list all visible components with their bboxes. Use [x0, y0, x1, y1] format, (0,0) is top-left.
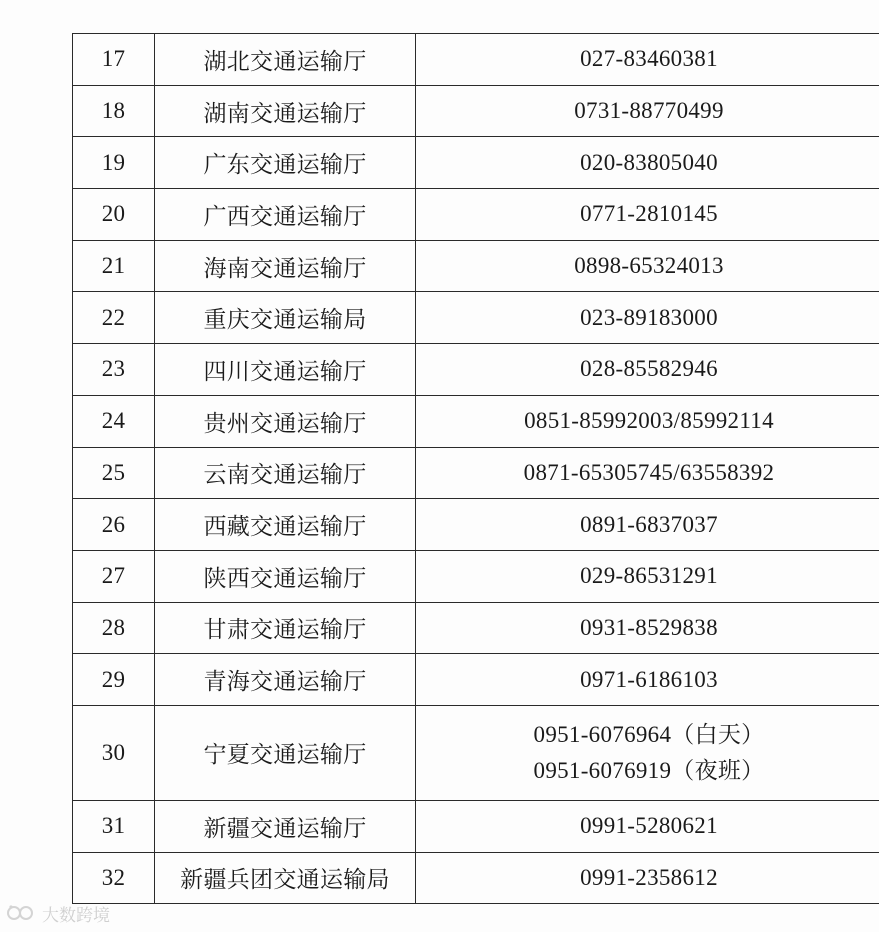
agency-name: 四川交通运输厅 [155, 344, 416, 396]
agency-name: 新疆兵团交通运输局 [155, 852, 416, 904]
agency-name: 新疆交通运输厅 [155, 800, 416, 852]
row-number: 17 [73, 34, 155, 86]
row-number: 30 [73, 705, 155, 800]
agency-name: 西藏交通运输厅 [155, 499, 416, 551]
table-row [73, 395, 879, 447]
row-number: 24 [73, 395, 155, 447]
row-number: 19 [73, 137, 155, 189]
table-row [73, 189, 879, 241]
agency-name: 海南交通运输厅 [155, 240, 416, 292]
watermark [6, 900, 110, 926]
table-row [73, 292, 879, 344]
phone-cell [416, 292, 879, 344]
phone-number: 0991-2358612 [580, 864, 718, 890]
phone-number: 0871-65305745/63558392 [523, 459, 775, 485]
phone-number: 0851-85992003/85992114 [524, 408, 774, 434]
row-number: 26 [73, 499, 155, 551]
table-row [73, 499, 879, 551]
phone-cell [416, 800, 879, 852]
table-row [73, 447, 879, 499]
phone-number: 0891-6837037 [580, 511, 718, 537]
row-number: 18 [73, 85, 155, 137]
phone-number: 0931-8529838 [580, 614, 718, 640]
phone-number: 0951-6076964（白天） [533, 721, 765, 747]
phone-cell [416, 602, 879, 654]
table-row [73, 85, 879, 137]
row-number: 23 [73, 344, 155, 396]
agency-name: 云南交通运输厅 [155, 447, 416, 499]
table-row [73, 550, 879, 602]
table-row [73, 800, 879, 852]
table-row [73, 137, 879, 189]
phone-number: 023-89183000 [580, 304, 718, 330]
agency-name: 湖南交通运输厅 [155, 85, 416, 137]
phone-number: 027-83460381 [580, 46, 718, 72]
phone-cell [416, 137, 879, 189]
table-row [73, 240, 879, 292]
row-number: 20 [73, 189, 155, 241]
row-number: 22 [73, 292, 155, 344]
phone-number: 020-83805040 [580, 149, 718, 175]
row-number: 29 [73, 654, 155, 706]
phone-cell [416, 705, 879, 800]
brand-logo-icon [6, 904, 36, 922]
agency-name: 重庆交通运输局 [155, 292, 416, 344]
phone-cell [416, 447, 879, 499]
table-row [73, 852, 879, 904]
row-number: 31 [73, 800, 155, 852]
agency-name: 贵州交通运输厅 [155, 395, 416, 447]
row-number: 27 [73, 550, 155, 602]
row-number: 32 [73, 852, 155, 904]
row-number: 28 [73, 602, 155, 654]
phone-number: 028-85582946 [580, 356, 718, 382]
phone-number: 0991-5280621 [580, 813, 718, 839]
table-body [73, 34, 879, 904]
row-number: 25 [73, 447, 155, 499]
phone-number: 0951-6076919（夜班） [533, 757, 765, 783]
phone-number: 029-86531291 [580, 563, 718, 589]
phone-cell [416, 240, 879, 292]
phone-cell [416, 852, 879, 904]
phone-cell [416, 499, 879, 551]
row-number: 21 [73, 240, 155, 292]
phone-cell [416, 344, 879, 396]
phone-cell [416, 189, 879, 241]
agency-name: 广西交通运输厅 [155, 189, 416, 241]
table-row [73, 34, 879, 86]
table-row [73, 654, 879, 706]
phone-cell [416, 85, 879, 137]
table-row [73, 344, 879, 396]
phone-cell [416, 34, 879, 86]
agency-name: 青海交通运输厅 [155, 654, 416, 706]
phone-cell [416, 654, 879, 706]
phone-number: 0971-6186103 [580, 666, 718, 692]
agency-name: 陕西交通运输厅 [155, 550, 416, 602]
phone-number: 0898-65324013 [574, 253, 724, 279]
agency-name: 甘肃交通运输厅 [155, 602, 416, 654]
watermark-text: 大数跨境 [42, 905, 110, 926]
agency-name: 广东交通运输厅 [155, 137, 416, 189]
contact-table [72, 33, 879, 904]
agency-name: 宁夏交通运输厅 [155, 705, 416, 800]
phone-number: 0731-88770499 [574, 98, 724, 124]
phone-number: 0771-2810145 [580, 201, 718, 227]
phone-cell [416, 550, 879, 602]
table-row [73, 602, 879, 654]
table-row [73, 705, 879, 800]
phone-cell [416, 395, 879, 447]
agency-name: 湖北交通运输厅 [155, 34, 416, 86]
